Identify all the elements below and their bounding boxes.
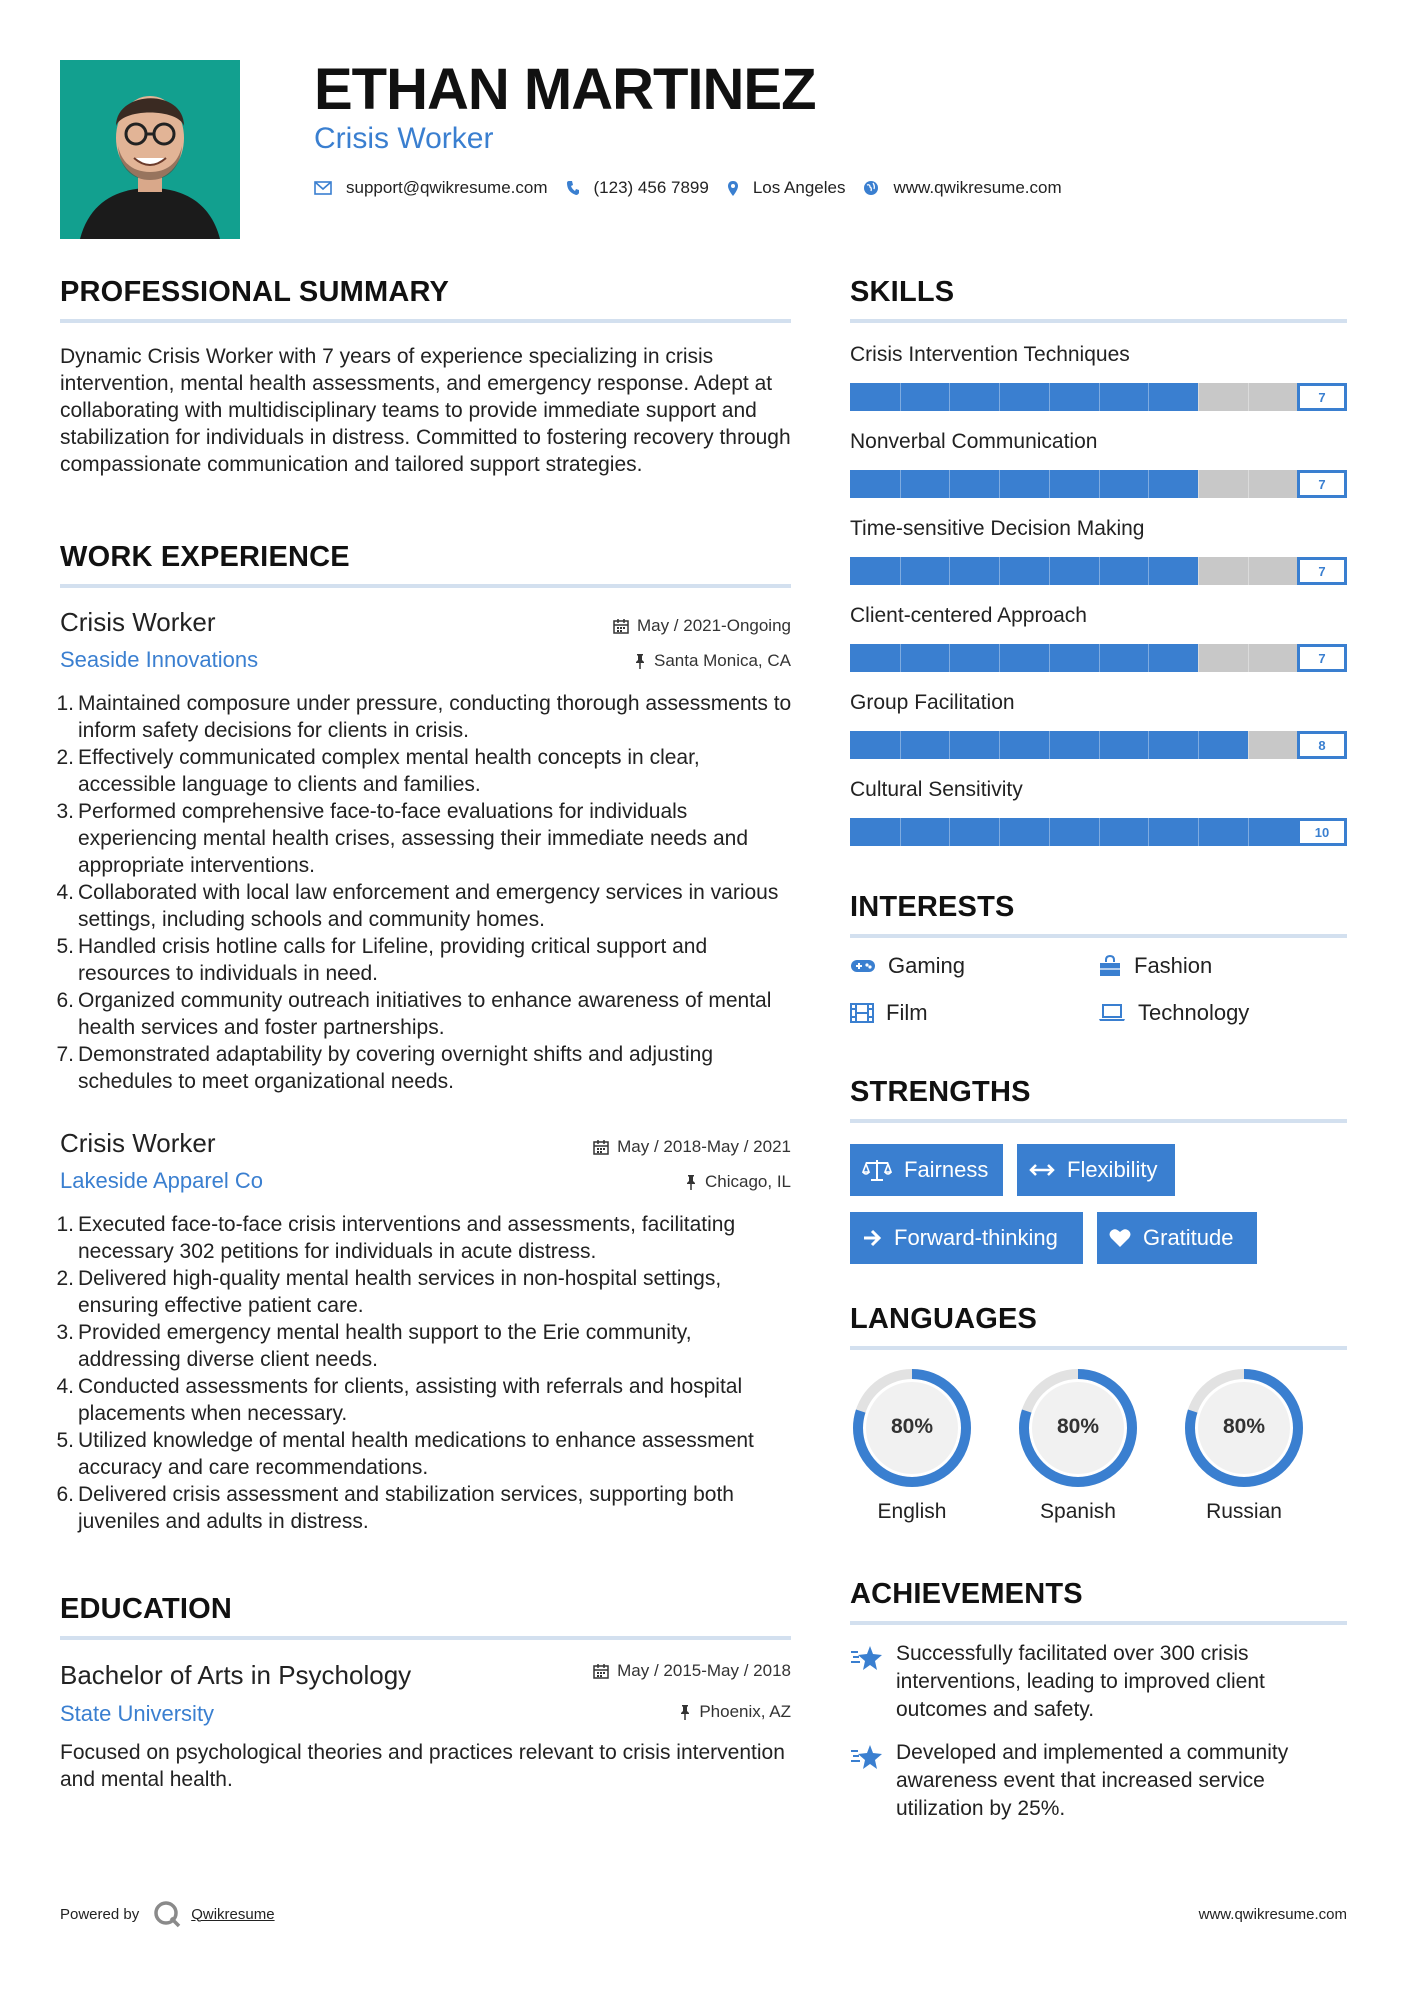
skill-bar-divider [999, 557, 1000, 585]
education-location-text: Phoenix, AZ [699, 1702, 791, 1721]
pushpin-icon [685, 1174, 697, 1190]
skill-bar-divider [1248, 470, 1249, 498]
skill-level-badge: 7 [1297, 470, 1347, 498]
strength-fairness [850, 1144, 1003, 1196]
pushpin-icon [679, 1704, 691, 1720]
skill-bar-divider [900, 470, 901, 498]
skill-bar-divider [1198, 557, 1199, 585]
skill-bar-divider [1049, 470, 1050, 498]
calendar-icon [593, 1139, 609, 1155]
footer-powered-by [60, 1900, 275, 1928]
skill-level-badge: 10 [1297, 818, 1347, 846]
map-marker-icon [727, 180, 739, 197]
job-2-location-text: Chicago, IL [705, 1172, 791, 1191]
list-item: 6. Delivered crisis assessment and stabilization services, supporting both juveniles and adults in distress. [56, 1483, 734, 1533]
skill-bar-divider [1148, 644, 1149, 672]
interests-heading: INTERESTS [850, 891, 1015, 923]
language-name: English [877, 1500, 947, 1523]
list-item: 1. Maintained composure under pressure, conducting thorough assessments to inform safety decisions for clients in crisis. [56, 692, 792, 742]
skill-bar [850, 383, 1347, 411]
list-item: 6. Organized community outreach initiatives to enhance awareness of mental health services and foster partnerships. [56, 989, 772, 1039]
star-badge-icon [850, 1644, 884, 1674]
phone-icon [566, 180, 580, 196]
job-1-location-text: Santa Monica, CA [653, 651, 791, 670]
candidate-name: ETHAN MARTINEZ [314, 57, 816, 122]
skill-bar-divider [1248, 557, 1249, 585]
skill-bar-divider [999, 731, 1000, 759]
interest-technology [1098, 1000, 1249, 1026]
contact-phone[interactable] [566, 178, 709, 198]
list-item: 5. Utilized knowledge of mental health medications to enhance assessment accuracy and care recommendations. [56, 1429, 754, 1479]
globe-icon [863, 180, 879, 196]
heart-icon [1109, 1228, 1131, 1248]
languages-heading: LANGUAGES [850, 1303, 1038, 1335]
education-dates-text: May / 2015-May / 2018 [617, 1661, 791, 1680]
contact-email-text: support@qwikresume.com [346, 178, 548, 197]
strength-flexibility [1017, 1144, 1175, 1196]
skill-bar-divider [1099, 470, 1100, 498]
achievement-text-1: Successfully facilitated over 300 crisis interventions, leading to improved client outcomes and safety. [896, 1642, 1265, 1721]
achievement-item-2 [850, 1739, 1350, 1823]
interest-fashion [1098, 953, 1212, 979]
skill-level-badge: 7 [1297, 557, 1347, 585]
skills-rule [850, 319, 1347, 323]
education-heading: EDUCATION [60, 1593, 233, 1625]
skill-bar-divider [900, 731, 901, 759]
strength-forward-thinking [850, 1212, 1083, 1264]
skill-level-badge: 7 [1297, 383, 1347, 411]
achievement-text-2: Developed and implemented a community awareness event that increased service utilization by 25%. [896, 1741, 1289, 1820]
interest-gaming [850, 953, 965, 979]
experience-rule [60, 584, 791, 588]
skill-bar-divider [999, 818, 1000, 846]
skill-bar-divider [1049, 644, 1050, 672]
skill-name: Crisis Intervention Techniques [850, 343, 1130, 366]
skill-bar-divider [1198, 383, 1199, 411]
skill-bar [850, 644, 1347, 672]
contact-phone-text: (123) 456 7899 [593, 178, 709, 197]
skill-bar-divider [949, 470, 950, 498]
pushpin-icon [634, 653, 646, 669]
skill-bar-divider [1099, 644, 1100, 672]
skill-bar-divider [1248, 818, 1249, 846]
experience-heading: WORK EXPERIENCE [60, 541, 350, 573]
skill-bar-divider [900, 644, 901, 672]
job-2-title: Crisis Worker [60, 1128, 216, 1158]
skill-bar-divider [1049, 383, 1050, 411]
strength-forward-thinking-label: Forward-thinking [894, 1225, 1058, 1250]
skill-bar-divider [1248, 644, 1249, 672]
balance-scale-icon [862, 1158, 892, 1182]
skill-bar-divider [1049, 818, 1050, 846]
powered-by-text: Powered by [60, 1905, 140, 1923]
skill-bar-divider [900, 557, 901, 585]
interest-technology-label: Technology [1138, 1000, 1250, 1025]
skill-bar-divider [999, 470, 1000, 498]
achievement-item-1 [850, 1640, 1350, 1724]
language-percent: 80% [1222, 1415, 1266, 1438]
skill-bar-divider [949, 644, 950, 672]
skill-bar-divider [1049, 557, 1050, 585]
contact-website-text: www.qwikresume.com [893, 178, 1062, 197]
skill-bar-divider [1198, 731, 1199, 759]
footer-website[interactable]: www.qwikresume.com [1198, 1906, 1347, 1923]
skill-bar [850, 731, 1347, 759]
strength-gratitude [1097, 1212, 1257, 1264]
job-1-company: Seaside Innovations [60, 647, 259, 672]
arrow-right-icon [862, 1228, 882, 1248]
languages-rule [850, 1346, 1347, 1350]
job-1-bullets [56, 690, 800, 1095]
skill-bar-divider [949, 557, 950, 585]
education-description: Focused on psychological theories and practices relevant to crisis intervention and mental health. [60, 1741, 785, 1791]
skill-bar-divider [999, 383, 1000, 411]
envelope-icon [314, 181, 332, 195]
interest-film [850, 1000, 928, 1026]
qwikresume-link[interactable]: Qwikresume [191, 1905, 275, 1923]
strength-flexibility-label: Flexibility [1067, 1157, 1158, 1182]
skill-bar-divider [1148, 818, 1149, 846]
film-icon [850, 1003, 874, 1023]
skill-bar-divider [1148, 470, 1149, 498]
skill-bar-divider [900, 818, 901, 846]
job-1-title: Crisis Worker [60, 607, 216, 637]
candidate-role: Crisis Worker [314, 122, 494, 155]
list-item: 4. Conducted assessments for clients, assisting with referrals and hospital placements when necessary. [56, 1375, 743, 1425]
skill-name: Nonverbal Communication [850, 430, 1098, 453]
list-item: 2. Delivered high-quality mental health services in non-hospital settings, ensuring effective patient care. [56, 1267, 722, 1317]
education-dates [593, 1661, 791, 1681]
job-1-dates [613, 616, 791, 636]
skill-bar-divider [1099, 383, 1100, 411]
list-item: 5. Handled crisis hotline calls for Lifeline, providing critical support and resources to individuals in need. [56, 935, 708, 985]
job-2-bullets [56, 1211, 800, 1535]
skill-name: Cultural Sensitivity [850, 778, 1023, 801]
skill-level-badge: 7 [1297, 644, 1347, 672]
contact-bar [314, 178, 1080, 198]
star-badge-icon [850, 1743, 884, 1773]
skill-bar-divider [949, 818, 950, 846]
contact-email[interactable] [314, 178, 548, 198]
skill-bar-fill [850, 644, 1198, 672]
education-rule [60, 1636, 791, 1640]
skill-bar [850, 557, 1347, 585]
interests-rule [850, 934, 1347, 938]
skill-bar-divider [1049, 731, 1050, 759]
skill-level-badge: 8 [1297, 731, 1347, 759]
shopping-bag-icon [1098, 955, 1122, 977]
contact-location-text: Los Angeles [752, 178, 846, 197]
skill-bar-fill [850, 557, 1198, 585]
job-2-location [685, 1172, 791, 1192]
calendar-icon [593, 1663, 609, 1679]
skill-bar-divider [999, 644, 1000, 672]
skill-bar-divider [1198, 470, 1199, 498]
strengths-heading: STRENGTHS [850, 1076, 1031, 1108]
skill-bar-divider [949, 731, 950, 759]
language-percent: 80% [1056, 1415, 1100, 1438]
skill-bar-fill [850, 470, 1198, 498]
interest-film-label: Film [886, 1000, 928, 1025]
skill-bar-divider [1148, 383, 1149, 411]
achievements-rule [850, 1621, 1347, 1625]
skill-bar-divider [1248, 731, 1249, 759]
education-school: State University [60, 1701, 215, 1726]
job-2-dates-text: May / 2018-May / 2021 [617, 1137, 791, 1156]
language-name: Russian [1206, 1500, 1282, 1523]
education-degree: Bachelor of Arts in Psychology [60, 1660, 412, 1690]
list-item: 7. Demonstrated adaptability by covering overnight shifts and adjusting schedules to meet organizational needs. [56, 1043, 714, 1093]
summary-rule [60, 319, 791, 323]
summary-text: Dynamic Crisis Worker with 7 years of experience specializing in crisis intervention, mental health assessments, and emergency response. Adept at collaborating with multidisciplinary teams to provide immediate support and stabilization for individuals in distress. Committed to fostering recovery through compassionate communication and tailored support strategies. [60, 345, 791, 476]
job-1-location [634, 651, 791, 671]
qwikresume-logo-icon [153, 1900, 181, 1928]
profile-photo [60, 60, 240, 239]
contact-website[interactable] [863, 178, 1061, 198]
skill-name: Group Facilitation [850, 691, 1015, 714]
skill-bar-divider [1099, 731, 1100, 759]
list-item: 1. Executed face-to-face crisis interventions and assessments, facilitating necessary 302 petitions for individuals in acute distress. [56, 1213, 736, 1263]
list-item: 4. Collaborated with local law enforcement and emergency services in various settings, including schools and community homes. [56, 881, 779, 931]
skill-bar-divider [900, 383, 901, 411]
skill-bar-divider [1099, 557, 1100, 585]
achievements-heading: ACHIEVEMENTS [850, 1578, 1083, 1610]
list-item: 2. Effectively communicated complex mental health concepts in clear, accessible language to clients and families. [56, 746, 700, 796]
interest-gaming-label: Gaming [888, 953, 966, 978]
summary-heading: PROFESSIONAL SUMMARY [60, 276, 450, 308]
skill-bar-divider [1099, 818, 1100, 846]
contact-location [727, 178, 846, 198]
language-percent: 80% [890, 1415, 934, 1438]
arrows-horizontal-icon [1029, 1163, 1055, 1177]
job-1-dates-text: May / 2021-Ongoing [636, 616, 791, 635]
job-2-dates [593, 1137, 791, 1157]
interest-fashion-label: Fashion [1134, 953, 1213, 978]
skill-bar-divider [949, 383, 950, 411]
strength-fairness-label: Fairness [904, 1157, 989, 1182]
skill-bar-divider [1148, 731, 1149, 759]
skill-name: Time-sensitive Decision Making [850, 517, 1145, 540]
list-item: 3. Provided emergency mental health support to the Erie community, addressing diverse client needs. [56, 1321, 692, 1371]
laptop-icon [1098, 1004, 1126, 1022]
skill-bar-fill [850, 383, 1198, 411]
skill-bar-divider [1148, 557, 1149, 585]
skill-bar [850, 470, 1347, 498]
gamepad-icon [850, 958, 876, 974]
skill-bar [850, 818, 1347, 846]
skill-bar-divider [1248, 383, 1249, 411]
skills-heading: SKILLS [850, 276, 955, 308]
list-item: 3. Performed comprehensive face-to-face evaluations for individuals experiencing mental health crises, assessing their immediate needs and appropriate interventions. [56, 800, 749, 877]
strengths-rule [850, 1119, 1347, 1123]
calendar-icon [613, 618, 629, 634]
skill-bar-divider [1198, 644, 1199, 672]
skill-name: Client-centered Approach [850, 604, 1087, 627]
education-location [679, 1702, 791, 1722]
skill-bar-divider [1198, 818, 1199, 846]
language-name: Spanish [1040, 1500, 1116, 1523]
strength-gratitude-label: Gratitude [1143, 1225, 1234, 1250]
job-2-company: Lakeside Apparel Co [60, 1168, 264, 1193]
